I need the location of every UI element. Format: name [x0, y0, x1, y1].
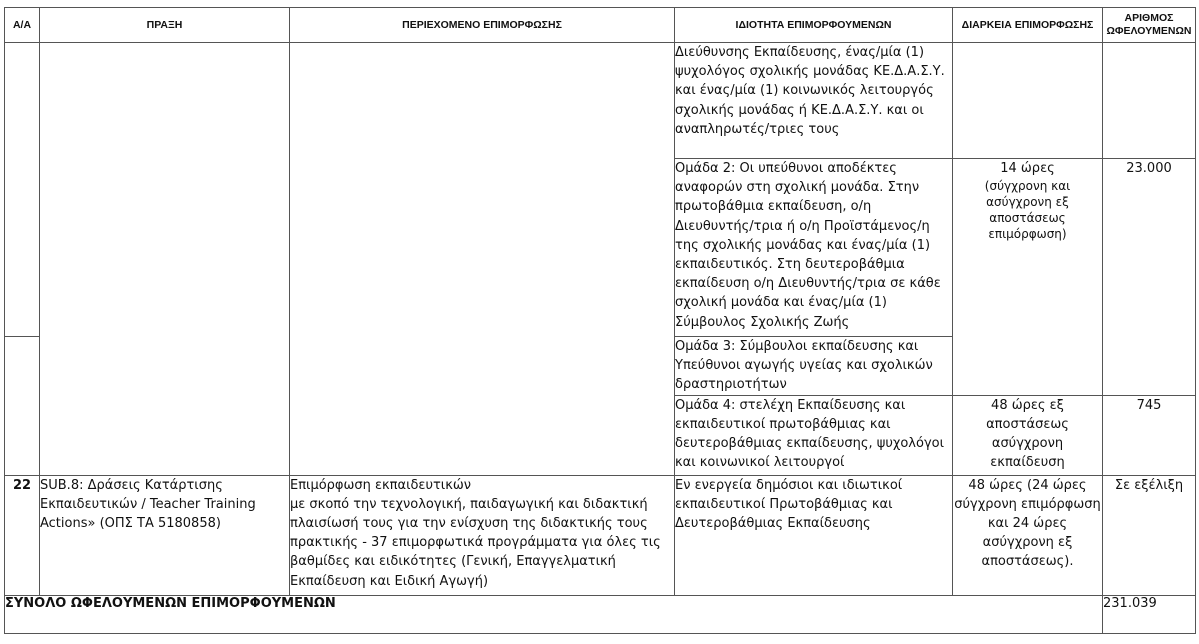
cell-periexomeno-blank — [290, 43, 675, 476]
header-idiotita: ΙΔΙΟΤΗΤΑ ΕΠΙΜΟΡΦΟΥΜΕΝΩΝ — [675, 8, 953, 43]
cell-periexomeno-22 — [290, 475, 675, 595]
cell-idiotita-group4: Ομάδα 4: στελέχη Εκπαίδευσης και εκπαιδευτικοί πρωτοβάθμιας και δευτεροβάθμιας εκπαίδευσης, ψυχολόγοι και κοινωνικοί λειτουργοί — [675, 395, 953, 475]
table-row-continued — [5, 43, 1196, 159]
header-arithmos: ΑΡΙΘΜΟΣ ΩΦΕΛΟΥΜΕΝΩΝ — [1103, 8, 1196, 43]
diarkeia-group2-main: 14 ώρες — [1000, 161, 1055, 176]
total-value: 231.039 — [1103, 595, 1196, 633]
cell-diarkeia-blank-1 — [953, 43, 1103, 159]
cell-diarkeia-22: 48 ώρες (24 ώρες σύγχρονη επιμόρφωση και 24 ώρες ασύγχρονη εξ αποστάσεως). — [953, 475, 1103, 595]
header-praxi: ΠΡΑΞΗ — [40, 8, 290, 43]
cell-idiotita-continued: Διεύθυνσης Εκπαίδευσης, ένας/μία (1) ψυχολόγος σχολικής μονάδας ΚΕ.Δ.Α.Σ.Υ. και ένας/μία (1) κοινωνικός λειτουργός σχολικής μονάδας ή ΚΕ.Δ.Α.Σ.Υ. και οι αναπληρωτές/τριες τους — [675, 43, 953, 159]
training-table — [4, 7, 1196, 634]
total-label: ΣΥΝΟΛΟ ΩΦΕΛΟΥΜΕΝΩΝ ΕΠΙΜΟΡΦΟΥΜΕΝΩΝ — [5, 595, 1103, 633]
cell-praxi-22: SUB.8: Δράσεις Κατάρτισης Εκπαιδευτικών / Teacher Training Actions» (ΟΠΣ ΤΑ 5180858) — [40, 475, 290, 595]
cell-praxi-blank — [40, 43, 290, 476]
cell-aa-blank-1 — [5, 43, 40, 337]
diarkeia-group2-sub: (σύγχρονη και ασύγχρονη εξ αποστάσεως επιμόρφωση) — [984, 179, 1071, 242]
cell-idiotita-group2: Ομάδα 2: Οι υπεύθυνοι αποδέκτες αναφορών στη σχολική μονάδα. Στην πρωτοβάθμια εκπαίδευση, ο/η Διευθυντής/τρια ή ο/η Προϊστάμενος/η της σχολικής μονάδας και ένας/μία (1) εκπαιδευτικός. Στη δευτεροβάθμια εκπαίδευση ο/η Διευθυντής/τρια σε κάθε σχολική μονάδα και ένας/μία (1) Σύμβουλος Σχολικής Ζωής — [675, 159, 953, 337]
cell-diarkeia-group2 — [953, 159, 1103, 396]
header-periexomeno: ΠΕΡΙΕΧΟΜΕΝΟ ΕΠΙΜΟΡΦΩΣΗΣ — [290, 8, 675, 43]
cell-arithmos-group4: 745 — [1103, 395, 1196, 475]
header-diarkeia: ΔΙΑΡΚΕΙΑ ΕΠΙΜΟΡΦΩΣΗΣ — [953, 8, 1103, 43]
table-row-total — [5, 595, 1196, 633]
periexomeno-22-title: Επιμόρφωση εκπαιδευτικών — [290, 477, 472, 493]
cell-arithmos-22: Σε εξέλιξη — [1103, 475, 1196, 595]
cell-arithmos-group2: 23.000 — [1103, 159, 1196, 396]
periexomeno-22-body: με σκοπό την τεχνολογική, παιδαγωγική και διδακτική πλαισίωσή τους για την ενίσχυση της διδακτικής τους πρακτικής - 37 επιμορφωτικά προγράμματα για όλες τις βαθμίδες και ειδικότητες (Γενική, Επαγγελματική Εκπαίδευση και Ειδική Αγωγή) — [290, 496, 661, 589]
header-row — [5, 8, 1196, 43]
cell-diarkeia-group4: 48 ώρες εξ αποστάσεως ασύγχρονη εκπαίδευση — [953, 395, 1103, 475]
table-row-22 — [5, 475, 1196, 595]
header-aa: Α/Α — [5, 8, 40, 43]
cell-arithmos-blank-1 — [1103, 43, 1196, 159]
cell-idiotita-group3: Ομάδα 3: Σύμβουλοι εκπαίδευσης και Υπεύθυνοι αγωγής υγείας και σχολικών δραστηριοτήτων — [675, 337, 953, 396]
cell-idiotita-22: Εν ενεργεία δημόσιοι και ιδιωτικοί εκπαιδευτικοί Πρωτοβάθμιας και Δευτεροβάθμιας Εκπαίδευσης — [675, 475, 953, 595]
cell-aa-blank-2 — [5, 337, 40, 476]
cell-aa-22: 22 — [5, 475, 40, 595]
